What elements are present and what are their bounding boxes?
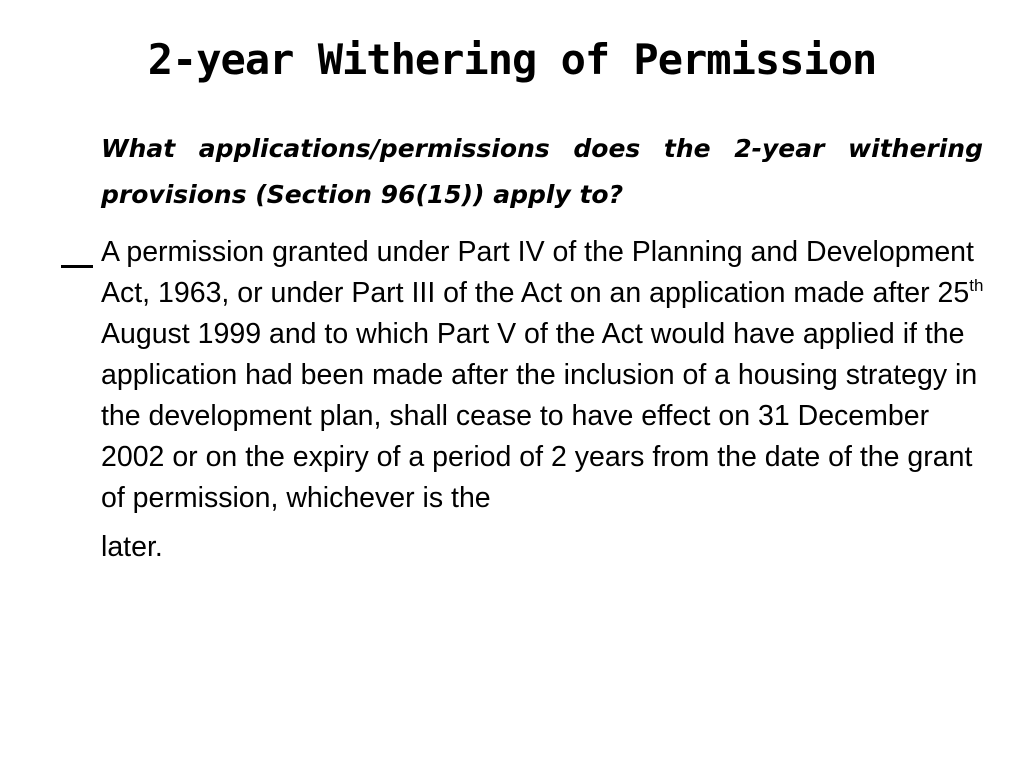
bullet-text-part1: A permission granted under Part IV of the Planning and Development Act, 1963, or under Part III of the Act on an application made after 25 bbox=[101, 236, 974, 309]
slide-title: 2-year Withering of Permission bbox=[147, 35, 877, 84]
underscore-bullet-icon bbox=[61, 265, 93, 268]
bullet-paragraph bbox=[101, 232, 991, 568]
ordinal-superscript: th bbox=[969, 276, 984, 295]
bullet-text-part2: August 1999 and to which Part V of the Act would have applied if the application had been made after the inclusion of a housing strategy in the development plan, shall cease to have effect on 31 December 2002 or on the expiry of a period of 2 years from the date of the grant of permission, whichever is the bbox=[101, 318, 978, 514]
bullet-text-last: later. bbox=[101, 531, 163, 563]
bullet-marker bbox=[61, 232, 93, 272]
question-text: What applications/permissions does the 2-year withering provisions (Section 96(15)) apply to? bbox=[101, 134, 983, 209]
